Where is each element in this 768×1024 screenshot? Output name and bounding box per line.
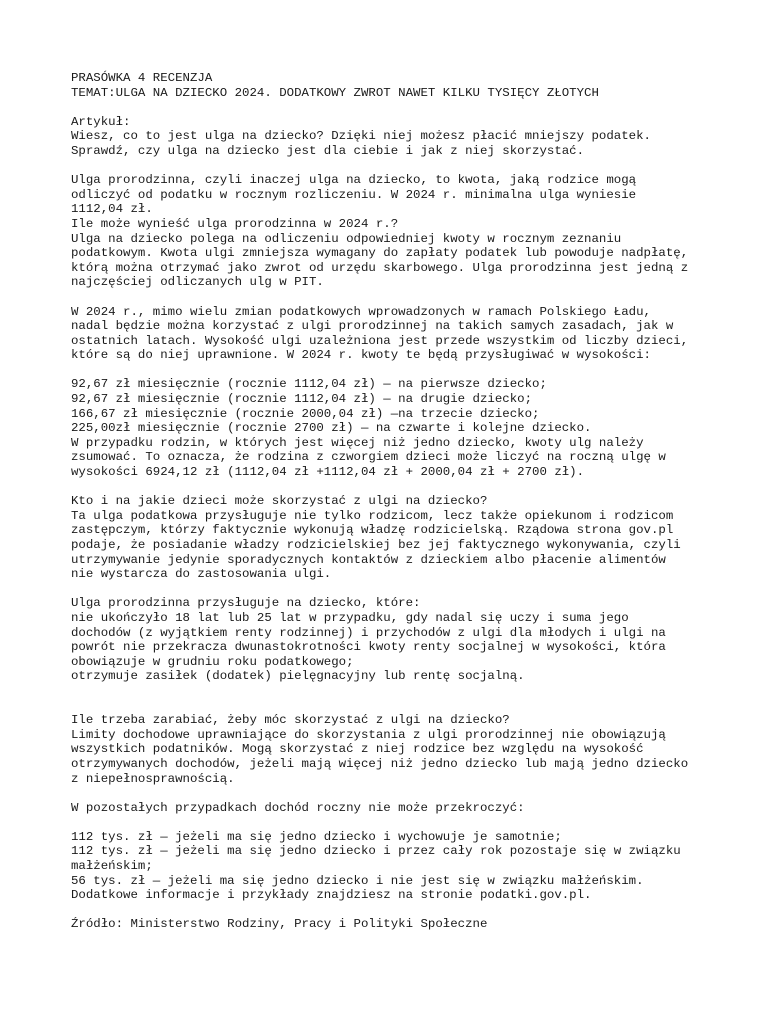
paragraph-line: W przypadku rodzin, w których jest więcej niż jedno dziecko, kwoty ulg należy: [71, 435, 644, 450]
paragraph-line: nie wystarcza do zastosowania ulgi.: [71, 567, 332, 582]
paragraph-line: które są do niej uprawnione. W 2024 r. kwoty te będą przysługiwać w wysokości:: [71, 348, 651, 363]
paragraph-line: W 2024 r., mimo wielu zmian podatkowych wprowadzonych w ramach Polskiego Ładu,: [71, 304, 651, 319]
blank-line: [71, 159, 731, 174]
blank-line: [71, 290, 731, 305]
blank-line: [71, 815, 731, 830]
blank-line: [71, 684, 731, 699]
document-heading: PRASÓWKA 4 RECENZJA: [71, 71, 213, 85]
paragraph-line: otrzymuje zasiłek (dodatek) pielęgnacyjny lub rentę socjalną.: [71, 669, 525, 684]
paragraph-line: zastępczym, którzy faktycznie wykonują władzę rodzicielską. Rządowa strona gov.pl: [71, 523, 674, 538]
document-topic: TEMAT:ULGA NA DZIECKO 2024. DODATKOWY ZWROT NAWET KILKU TYSIĘCY ZŁOTYCH: [71, 85, 599, 100]
paragraph-line: Dodatkowe informacje i przykłady znajdziesz na stronie podatki.gov.pl.: [71, 888, 592, 903]
paragraph-line: Limity dochodowe uprawniające do skorzystania z ulgi prorodzinnej nie obowiązują: [71, 727, 666, 742]
amount-line: 166,67 zł miesięcznie (rocznie 2000,04 zł) —na trzecie dziecko;: [71, 406, 540, 421]
section-question: Kto i na jakie dzieci może skorzystać z ulgi na dziecko?: [71, 494, 488, 509]
paragraph-line: dochodów (z wyjątkiem renty rodzinnej) i przychodów z ulgi dla młodych i ulgi na: [71, 625, 666, 640]
blank-line: [71, 903, 731, 918]
paragraph-line: którą można otrzymać jako zwrot od urzędu skarbowego. Ulga prorodzinna jest jedną z: [71, 260, 689, 275]
intro-line: Sprawdź, czy ulga na dziecko jest dla ciebie i jak z niej skorzystać.: [71, 143, 585, 158]
paragraph-line: nadal będzie można korzystać z ulgi prorodzinnej na takich samych zasadach, jak w: [71, 319, 674, 334]
amount-line: 92,67 zł miesięcznie (rocznie 1112,04 zł) — na pierwsze dziecko;: [71, 377, 547, 392]
article-label: Artykuł:: [71, 114, 131, 129]
source-line: Źródło: Ministerstwo Rodziny, Pracy i Polityki Społeczne: [71, 917, 488, 932]
paragraph-line: podaje, że posiadanie władzy rodzicielskiej bez jej faktycznego wykonywania, czyli: [71, 538, 681, 552]
paragraph-line: wszystkich podatników. Mogą skorzystać z niej rodzice bez względu na wysokość: [71, 742, 644, 757]
paragraph-line: 1112,04 zł.: [71, 202, 153, 217]
section-question: Ile może wynieść ulga prorodzinna w 2024 r.?: [71, 216, 399, 231]
limit-line: małżeńskim;: [71, 859, 153, 874]
limit-line: 56 tys. zł — jeżeli ma się jedno dziecko i nie jest się w związku małżeńskim.: [71, 873, 644, 888]
blank-line: [71, 699, 731, 714]
paragraph-line: Ta ulga podatkowa przysługuje nie tylko rodzicom, lecz także opiekunom i rodzicom: [71, 508, 674, 523]
paragraph-line: z niepełnosprawnością.: [71, 771, 235, 786]
paragraph-line: nie ukończyło 18 lat lub 25 lat w przypadku, gdy nadal się uczy i suma jego: [71, 610, 629, 625]
paragraph-line: wysokości 6924,12 zł (1112,04 zł +1112,04 zł + 2000,04 zł + 2700 zł).: [71, 465, 585, 480]
paragraph-line: Ulga prorodzinna, czyli inaczej ulga na dziecko, to kwota, jaką rodzice mogą: [71, 173, 637, 188]
paragraph-line: najczęściej odliczanych ulg w PIT.: [71, 275, 324, 290]
paragraph-line: utrzymywanie jedynie sporadycznych kontaktów z dzieckiem albo płacenie alimentów: [71, 552, 666, 567]
blank-line: [71, 363, 731, 378]
blank-line: [71, 786, 731, 801]
blank-line: [71, 480, 731, 495]
blank-line: [71, 582, 731, 597]
blank-line: [71, 100, 731, 115]
paragraph-line: podatkowym. Kwota ulgi zmniejsza wymagany do zapłaty podatek lub powoduje nadpłatę,: [71, 246, 689, 261]
paragraph-line: odliczyć od podatku w rocznym rozliczeniu. W 2024 r. minimalna ulga wyniesie: [71, 187, 637, 202]
limit-line: 112 tys. zł — jeżeli ma się jedno dziecko i przez cały rok pozostaje się w związku: [71, 844, 681, 859]
limit-line: 112 tys. zł — jeżeli ma się jedno dziecko i wychowuje je samotnie;: [71, 829, 562, 844]
paragraph-line: zsumować. To oznacza, że rodzina z czworgiem dzieci może liczyć na roczną ulgę w: [71, 450, 666, 465]
paragraph-line: Ulga prorodzinna przysługuje na dziecko, które:: [71, 596, 421, 611]
amount-line: 92,67 zł miesięcznie (rocznie 1112,04 zł) — na drugie dziecko;: [71, 392, 533, 407]
paragraph-line: Ulga na dziecko polega na odliczeniu odpowiedniej kwoty w rocznym zeznaniu: [71, 231, 622, 246]
intro-line: Wiesz, co to jest ulga na dziecko? Dzięki niej możesz płacić mniejszy podatek.: [71, 129, 651, 144]
section-question: Ile trzeba zarabiać, żeby móc skorzystać z ulgi na dziecko?: [71, 713, 510, 728]
paragraph-line: W pozostałych przypadkach dochód roczny nie może przekroczyć:: [71, 800, 525, 815]
paragraph-line: otrzymywanych dochodów, jeżeli mają więcej niż jedno dziecko lub mają jedno dziecko: [71, 756, 689, 771]
paragraph-line: obowiązuje w grudniu roku podatkowego;: [71, 654, 354, 669]
document-page: [71, 71, 731, 932]
paragraph-line: powrót nie przekracza dwunastokrotności kwoty renty socjalnej w wysokości, która: [71, 640, 666, 655]
paragraph-line: ostatnich latach. Wysokość ulgi uzależniona jest przede wszystkim od liczby dzieci,: [71, 333, 689, 348]
amount-line: 225,00zł miesięcznie (rocznie 2700 zł) — na czwarte i kolejne dziecko.: [71, 421, 592, 436]
